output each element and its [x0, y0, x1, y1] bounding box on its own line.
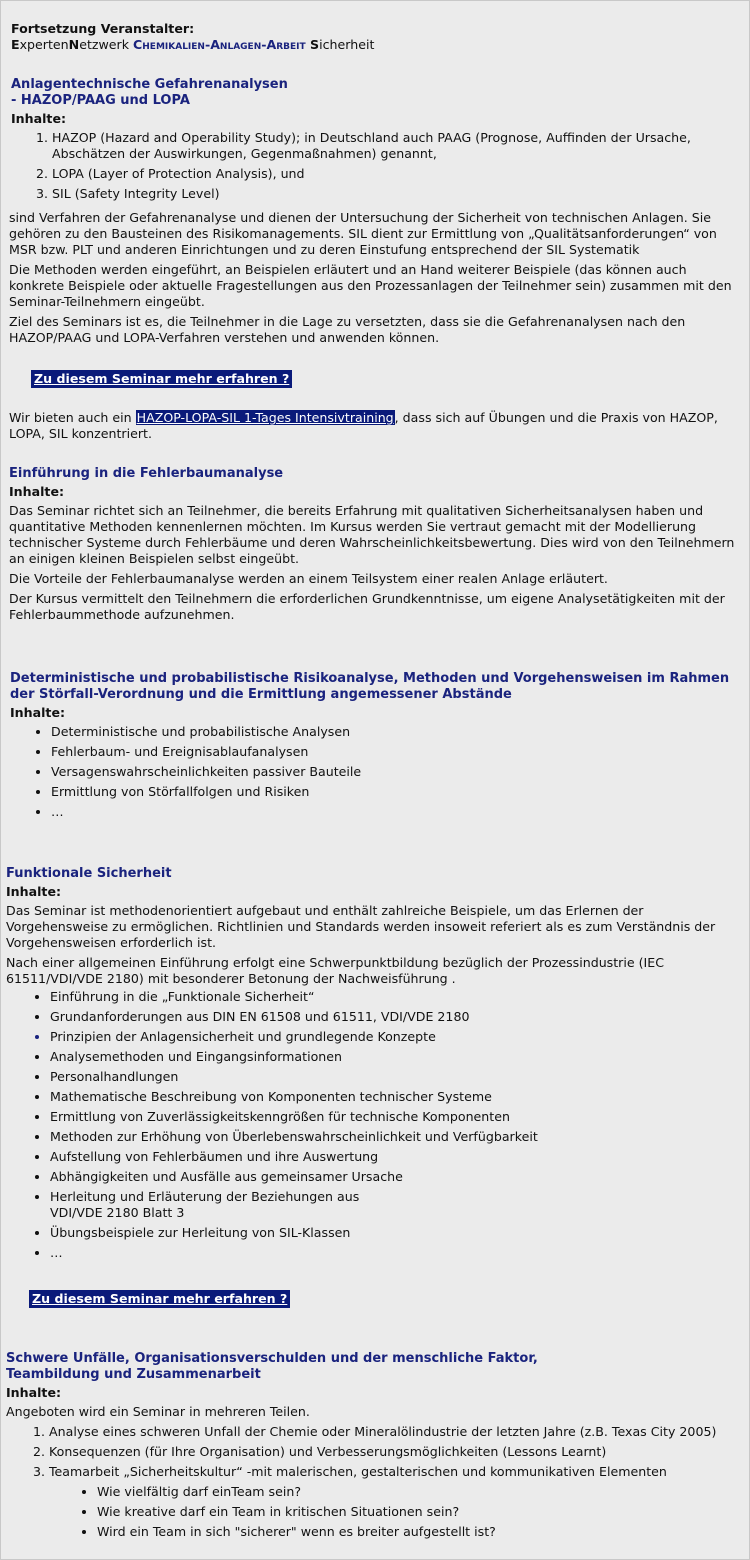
risiko-list — [10, 724, 745, 820]
list-item: • Übungsbeispiele zur Herleitung von SIL-Klassen — [50, 1225, 735, 1241]
fehlerbaum-label: Inhalte: — [9, 484, 65, 499]
funktional-more-button[interactable]: Zu diesem Seminar mehr erfahren ? — [29, 1290, 290, 1308]
hazop-label: Inhalte: — [11, 111, 67, 126]
hazop-section — [11, 77, 741, 206]
funktional-title: Funktionale Sicherheit — [6, 866, 172, 881]
risiko-title: Deterministische und probabilistische Risikoanalyse, Methoden und Vorgehensweisen im Rahmen der Störfall-Verordnung und die Ermittlung angemessener Abstände — [10, 671, 730, 702]
list-item: 2. Konsequenzen (für Ihre Organisation) und Verbesserungsmöglichkeiten (Lessons Learnt) — [49, 1444, 735, 1460]
list-item: • Ermittlung von Störfallfolgen und Risiken — [51, 784, 745, 800]
unfaelle-label: Inhalte: — [6, 1385, 62, 1400]
list-item: • Wie kreative darf ein Team in kritischen Situationen sein? — [97, 1504, 735, 1520]
hazop-title: Anlagentechnische Gefahrenanalysen - HAZOP/PAAG und LOPA — [11, 77, 288, 108]
fehlerbaum-title: Einführung in die Fehlerbaumanalyse — [9, 466, 284, 481]
organizer-heading: Fortsetzung Veranstalter: — [11, 21, 195, 36]
list-item: • Versagenswahrscheinlichkeiten passiver Bauteile — [51, 764, 745, 780]
list-item: 1. HAZOP (Hazard and Operability Study); in Deutschland auch PAAG (Prognose, Auffinden der Ursache, Abschätzen der Auswirkungen, Gegenmaßnahmen) genannt, — [52, 130, 741, 162]
hazop-paragraph: Die Methoden werden eingeführt, an Beispielen erläutert und an Hand weiterer Beispiele (das können auch konkrete Beispiele oder aktuelle Fragestellungen aus den Prozessanlagen der Teilnehmer sein) zusammen mit den Seminar-Teilnehmern eingeübt. — [9, 262, 732, 309]
list-item: • Fehlerbaum- und Ereignisablaufanalysen — [51, 744, 745, 760]
hazop-text — [9, 210, 735, 350]
funktional-label: Inhalte: — [6, 884, 62, 899]
list-item: • Deterministische und probabilistische Analysen — [51, 724, 745, 740]
list-item: • Prinzipien der Anlagensicherheit und grundlegende Konzepte — [50, 1029, 735, 1045]
hazop-list — [11, 130, 741, 202]
list-item: 1. Analyse eines schweren Unfall der Chemie oder Mineralölindustrie der letzten Jahre (z.B. Texas City 2005) — [49, 1424, 735, 1440]
list-item: 2. LOPA (Layer of Protection Analysis), und — [52, 166, 741, 182]
list-item: • Wie vielfältig darf einTeam sein? — [97, 1484, 735, 1500]
list-item: • Grundanforderungen aus DIN EN 61508 und 61511, VDI/VDE 2180 — [50, 1009, 735, 1025]
list-item: • Mathematische Beschreibung von Komponenten technischer Systeme — [50, 1089, 735, 1105]
funktional-paragraph: Nach einer allgemeinen Einführung erfolgt eine Schwerpunktbildung bezüglich der Prozessindustrie (IEC 61511/VDI/VDE 2180) mit besonderer Betonung der Nachweisführung . — [6, 955, 664, 986]
funktional-paragraph: Das Seminar ist methodenorientiert aufgebaut und enthält zahlreiche Beispiele, um das Erlernen der Vorgehensweise zu ermöglichen. Richtlinien und Standards werden insoweit referiert als es zum Verständnis der Vorgehensweisen erforderlich ist. — [6, 903, 716, 950]
unfaelle-sublist — [6, 1484, 735, 1540]
unfaelle-intro: Angeboten wird ein Seminar in mehreren Teilen. — [6, 1404, 310, 1419]
list-item: • … — [50, 1245, 735, 1261]
list-item: • Methoden zur Erhöhung von Überlebenswahrscheinlichkeit und Verfügbarkeit — [50, 1129, 735, 1145]
unfaelle-title: Schwere Unfälle, Organisationsverschulden und der menschliche Faktor, Teambildung und Zusammenarbeit — [6, 1351, 538, 1382]
risiko-label: Inhalte: — [10, 705, 66, 720]
organizer-block — [11, 21, 374, 53]
list-item: • Personalhandlungen — [50, 1069, 735, 1085]
risiko-section — [10, 671, 745, 824]
unfaelle-section — [6, 1351, 735, 1544]
hazop-more-button[interactable]: Zu diesem Seminar mehr erfahren ? — [31, 370, 292, 388]
fehlerbaum-paragraph: Die Vorteile der Fehlerbaumanalyse werden an einem Teilsystem einer realen Anlage erläutert. — [9, 571, 608, 586]
hazop-paragraph: Ziel des Seminars ist es, die Teilnehmer in die Lage zu versetzten, dass sie die Gefahrenanalysen nach den HAZOP/PAAG und LOPA-Verfahren verstehen und anwenden können. — [9, 314, 686, 345]
list-item: • Einführung in die „Funktionale Sicherheit“ — [50, 989, 735, 1005]
list-item: 3. Teamarbeit „Sicherheitskultur“ -mit malerischen, gestalterischen und kommunikativen Elementen — [49, 1464, 735, 1480]
list-item: • Wird ein Team in sich "sicherer" wenn es breiter aufgestellt ist? — [97, 1524, 735, 1540]
hazop-paragraph: sind Verfahren der Gefahrenanalyse und dienen der Untersuchung der Sicherheit von technischen Anlagen. Sie gehören zu den Bausteinen des Risikomanagements. SIL dient zur Ermittlung von „Qualitätsanforderungen“ von MSR bzw. PLT und anderen Einrichtungen und zu deren Einstufung entsprechend der SIL Systematik — [9, 210, 717, 257]
unfaelle-list — [6, 1424, 735, 1480]
fehlerbaum-section — [9, 466, 735, 627]
list-item: 3. SIL (Safety Integrity Level) — [52, 186, 741, 202]
organizer-name: ExpertenNetzwerk Chemikalien-Anlagen-Arbeit Sicherheit — [11, 37, 375, 52]
funktional-section — [6, 866, 735, 1265]
list-item: • … — [51, 804, 745, 820]
list-item: • Ermittlung von Zuverlässigkeitskenngrößen für technische Komponenten — [50, 1109, 735, 1125]
intensivtraining-link[interactable]: HAZOP-LOPA-SIL 1-Tages Intensivtraining — [136, 410, 394, 425]
fehlerbaum-paragraph: Der Kursus vermittelt den Teilnehmern die erforderlichen Grundkenntnisse, um eigene Analysetätigkeiten mit der Fehlerbaummethode aufzunehmen. — [9, 591, 725, 622]
list-item: • Abhängigkeiten und Ausfälle aus gemeinsamer Ursache — [50, 1169, 735, 1185]
fehlerbaum-paragraph: Das Seminar richtet sich an Teilnehmer, die bereits Erfahrung mit qualitativen Sicherheitsanalysen haben und quantitative Methoden kennenlernen möchten. Im Kursus werden Sie vertraut gemacht mit der Modellierung technischer Systeme durch Fehlerbäume und deren Wahrscheinlichkeitsbewertung. Dies wird von den Teilnehmern an einigen kleinen Beispielen selbst eingeübt. — [9, 503, 735, 566]
list-item: • Aufstellung von Fehlerbäumen und ihre Auswertung — [50, 1149, 735, 1165]
intensiv-paragraph: Wir bieten auch ein HAZOP-LOPA-SIL 1-Tages Intensivtraining, dass sich auf Übungen und die Praxis von HAZOP, LOPA, SIL konzentriert. — [9, 410, 718, 441]
list-item: • Analysemethoden und Eingangsinformationen — [50, 1049, 735, 1065]
funktional-list — [6, 989, 735, 1261]
list-item: • Herleitung und Erläuterung der Beziehungen aus VDI/VDE 2180 Blatt 3 — [50, 1189, 735, 1221]
